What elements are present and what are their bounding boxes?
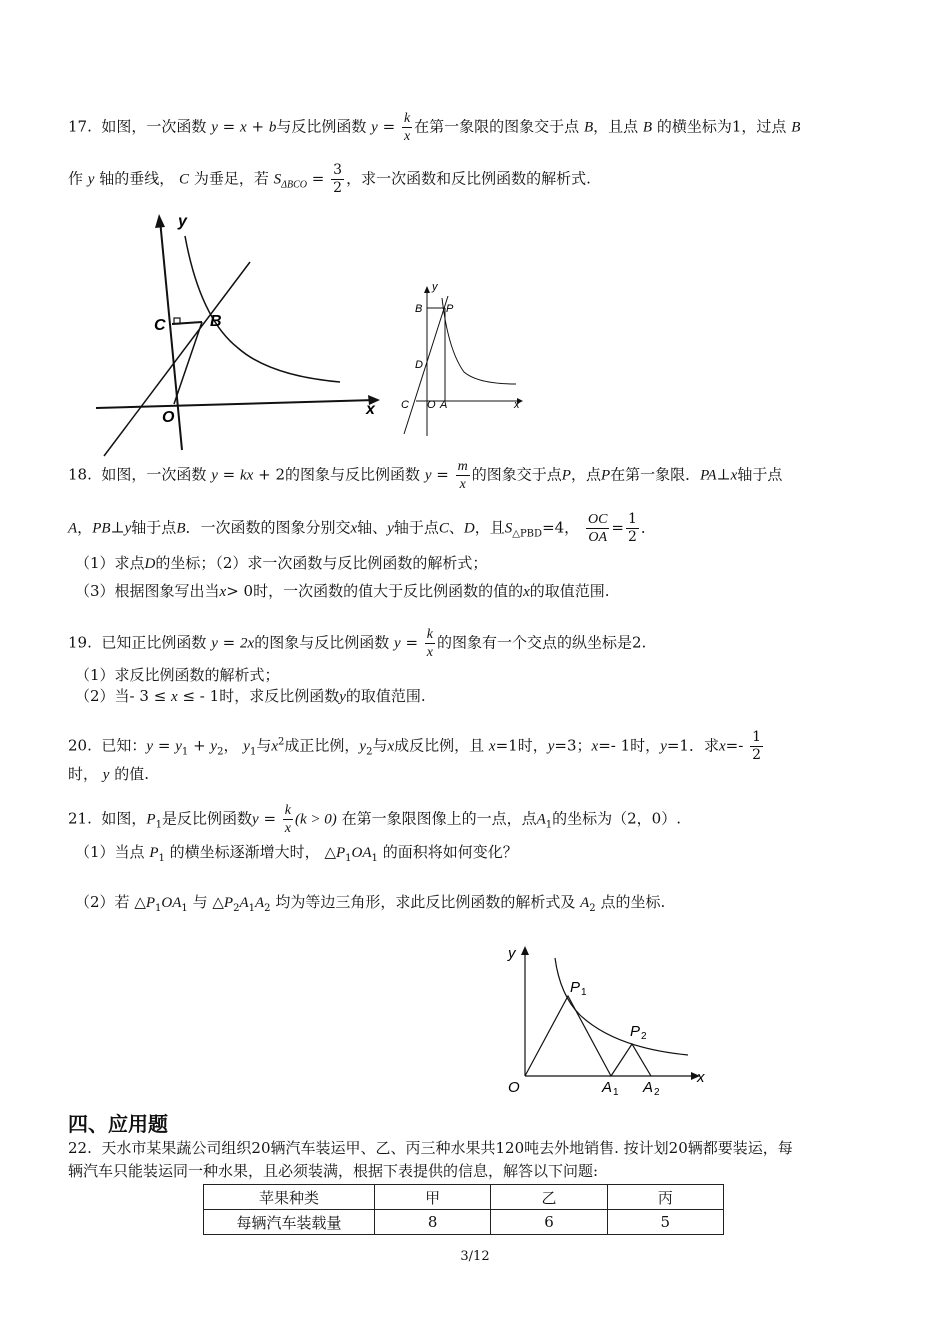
math: 2 [366,746,373,758]
math: 2 [233,903,240,914]
numerator: k [284,803,292,818]
math: B [176,520,186,537]
question-number: 21. [68,809,92,828]
q21-sub1 [75,842,518,869]
label-p2-sub: 2 [641,1031,647,1042]
math: ⊥ [110,518,125,537]
math: OA [351,845,372,861]
label-o: O [162,409,175,426]
text: 点的坐标. [600,893,666,911]
label-p2: P [630,1023,641,1040]
triangle-p2a1a2 [611,1044,651,1076]
math: x [488,738,496,755]
text: ，且 [474,518,505,537]
denominator: x [403,129,411,144]
math: (k > 0) [295,811,337,828]
math: x [350,520,358,537]
label-a2: A [643,1079,654,1096]
math: P [149,845,159,861]
text: ．求 [688,736,719,755]
table-cell: 甲 [375,1185,491,1210]
fraction [750,729,763,764]
text: ， [223,736,239,755]
math: y [102,767,110,783]
load-table [203,1184,724,1235]
math: P [146,811,156,828]
math: y [146,738,154,755]
page-number: 3/12 [460,1249,490,1264]
text: 轴、 [357,518,388,537]
math: = [222,633,236,652]
q21-sub2 [75,892,665,919]
math: = [382,117,396,136]
text: 的图象与反比例函数 [254,633,390,652]
math: 1 [155,903,162,914]
hyperbola [555,958,688,1055]
math: = [611,518,624,537]
question-number: 17. [68,117,92,136]
text: （1）求反比例函数的解析式； [75,666,280,684]
q18-line1 [68,458,782,493]
text: 时， [68,765,99,783]
math: S [504,520,513,537]
table-cell: 苹果种类 [204,1185,375,1210]
text: 是反比例函数 [161,809,252,828]
math: x [730,467,738,484]
numerator: m [457,459,468,474]
q18-line2 [68,511,656,546]
math: =1 [666,736,689,755]
table-cell: 乙 [491,1185,607,1210]
math: PB [92,520,111,537]
text: 与 [256,736,272,755]
math: b [268,119,277,136]
label-a: A [440,399,448,411]
table-cell: 6 [491,1210,607,1235]
text: 、 [448,518,464,537]
q19-line1 [68,626,646,661]
text: 天水市某果蔬公司组织20辆汽车装运甲、乙、丙三种水果共120吨去外地销售. 按计划20辆都要装运，每 [101,1139,793,1157]
math: =- [725,736,744,755]
figure-q17 [90,208,390,458]
math: 2 [264,903,271,914]
text: （1）当点 [75,843,145,861]
text: 轴于点 [393,518,439,537]
text: 的横坐标逐渐增大时， [169,843,320,861]
text: 时， [517,736,548,755]
math: A [68,520,78,537]
text: 均为等边三角形，求此反比例函数的解析式及 [275,893,576,911]
text: 的图象交于点 [471,465,562,484]
q22-line2 [68,1161,598,1181]
math: △PBD [512,528,543,540]
math: △P [324,845,346,861]
math: △P [212,895,234,911]
label-b: B [210,313,222,330]
math: A [580,895,590,911]
fraction [331,162,344,197]
math: y [660,738,667,755]
math: 2x [240,635,255,652]
text: （1）求点 [75,554,145,572]
text: 时，一次函数的值大于反比例函数的值的 [253,582,524,600]
label-o: O [427,399,436,411]
math: A [254,895,265,911]
math: B [642,119,653,136]
fraction [425,626,435,661]
numerator: 1 [752,729,762,745]
math: x [591,738,599,755]
table-cell: 丙 [607,1185,723,1210]
math: y [124,520,132,537]
denominator: x [426,645,434,660]
math: A [536,811,546,828]
denominator: 2 [628,529,637,545]
math: C [179,171,190,188]
math: x [387,738,395,755]
math: + 2 [258,465,286,484]
label-y: y [432,281,438,293]
label-p1: P [570,979,581,996]
math: 2 [278,736,285,748]
label-x: x [514,399,520,411]
math: 2 [589,903,596,914]
math: ⊥ [716,465,731,484]
denominator: 2 [333,180,343,196]
text: 在第一象限． [610,465,701,484]
y-arrow [424,286,430,293]
label-x: x [697,1069,705,1086]
y-arrow [155,214,165,228]
text: 在第一象限的图象交于点 [414,117,580,136]
text: 的坐标；（2）求一次函数与反比例函数的解析式； [155,554,488,572]
math: + [193,736,206,755]
label-p: P [446,303,454,315]
math: 2 [217,746,224,758]
math: 1 [181,903,188,914]
q19-sub2 [75,686,426,707]
table-header-row [204,1185,724,1210]
question-number: 18. [68,465,92,484]
math: x [219,584,227,600]
math: 1 [345,853,352,864]
math: 1 [545,819,553,831]
text: 的取值范围. [345,687,426,705]
fraction [586,511,609,546]
triangle-p1oa1 [525,996,611,1076]
math: - 3 ≤ [129,687,172,705]
math: y [211,467,218,484]
text: 轴于点 [737,465,783,484]
text: ， [77,518,93,537]
math: kx [240,467,254,484]
text: 为垂足，若 [193,169,269,188]
text: 的横坐标为1，过点 [656,117,787,136]
text: 的取值范围. [529,582,610,600]
text: 的值. [114,765,150,783]
denominator: x [459,477,466,492]
figure-q18 [396,280,536,440]
numerator: k [426,627,434,642]
math: = [436,465,449,484]
segment-ob [174,322,202,404]
text: 在第一象限图像上的一点，点 [341,809,537,828]
numerator: 3 [333,162,343,178]
math: P [561,467,571,484]
section-heading: 四、应用题 [68,1112,168,1136]
text: 如图，一次函数 [101,117,207,136]
math: x [271,738,278,755]
math: ≤ - 1 [177,687,220,705]
math: =3 [554,736,577,755]
text: 与 [192,893,208,911]
question-number: 19. [68,633,92,652]
text: ． [640,518,656,537]
x-axis [96,400,375,408]
math: y [243,738,250,755]
label-a2-sub: 2 [654,1087,660,1098]
math: y [371,119,378,136]
math: △P [134,895,156,911]
math: y [211,635,218,652]
text: 时，求反比例函数 [219,687,340,705]
math: = [405,633,419,652]
math: 1 [371,853,378,864]
q21-line1 [68,802,681,837]
text: （2）若 [75,893,130,911]
label-c: C [401,399,409,411]
math: y [339,689,346,705]
math: y [87,171,95,188]
numerator: 1 [628,511,637,527]
text: 已知正比例函数 [101,633,207,652]
q20-line2 [68,764,149,785]
q20-line1 [68,729,765,764]
label-o: O [508,1079,520,1096]
q18-sub1 [75,553,487,574]
label-c: C [154,317,166,334]
text: 已知： [101,736,147,755]
question-number: 22. [68,1139,92,1157]
math: = [222,117,236,136]
math: = [263,809,277,828]
text: 的坐标为（2，0）. [552,809,681,828]
label-d: D [415,359,423,371]
math: y [251,811,259,828]
math: y [210,738,218,755]
text: （3）根据图象写出当 [75,582,220,600]
table-cell: 8 [375,1210,491,1235]
math: S [273,171,282,188]
text: 与反比例函数 [276,117,367,136]
math: + [251,117,265,136]
fraction [283,802,293,837]
table-cell: 5 [607,1210,723,1235]
math: x [719,738,726,755]
table-row [204,1210,724,1235]
numerator: k [403,111,411,126]
math: x [523,584,530,600]
math: =1 [495,736,518,755]
fraction [402,110,412,145]
math: y [211,119,218,136]
y-arrow [521,946,529,955]
math: OA [161,895,182,911]
figure-q21 [500,940,720,1100]
math: P [600,467,611,484]
math: 1 [158,853,165,864]
fraction [456,458,470,493]
math: = [311,169,325,188]
text: 时， [630,736,661,755]
label-a1: A [602,1079,613,1096]
math: B [791,119,801,136]
math: B [583,119,594,136]
text: 成正比例， [284,736,360,755]
math: 1 [249,746,257,758]
math: y [547,738,555,755]
math: 1 [248,903,255,914]
line-graph [104,262,250,456]
text: 的图象有一个交点的纵坐标是2. [437,633,647,652]
text: （2）当 [75,687,130,705]
text: 轴的垂线， [99,169,175,188]
math: = [222,465,236,484]
math: y [393,635,401,652]
denominator: OA [588,530,608,545]
label-y: y [178,213,187,230]
math: 1 [155,819,162,831]
text: ，求一次函数和反比例函数的解析式. [346,169,591,188]
q17-line1 [68,110,800,145]
math: PA [700,467,717,484]
text: 如图，一次函数 [101,465,207,484]
text: 辆汽车只能装运同一种水果，且必须装满，根据下表提供的信息，解答以下问题: [68,1162,599,1180]
table-cell: 每辆汽车装载量 [204,1210,375,1235]
math: A [239,895,249,911]
numerator: OC [587,512,608,527]
math: y [424,467,432,484]
hyperbola [185,236,340,382]
math: x [240,119,247,136]
text: 如图， [101,809,147,828]
text: 的图象与反比例函数 [285,465,421,484]
text: 成反比例，且 [394,736,485,755]
math: =4， [542,518,580,537]
math: D [463,520,475,537]
label-b: B [415,303,423,315]
text: ，且点 [593,117,639,136]
q22-line1 [68,1138,793,1158]
text: ，点 [570,465,601,484]
label-a1-sub: 1 [613,1087,619,1098]
math: = [157,736,171,755]
math: C [438,520,449,537]
label-y: y [508,945,516,962]
text: 与 [372,736,388,755]
text: 轴于点 [131,518,177,537]
text: 的面积将如何变化？ [382,843,518,861]
math: 1 [181,746,189,758]
text: ．一次函数的图象分别交 [185,518,351,537]
math: =- 1 [598,736,631,755]
text: ； [576,736,592,755]
q19-sub1 [75,665,280,685]
label-x: x [366,401,375,418]
denominator: 2 [752,747,762,763]
math: y [359,738,367,755]
math: > 0 [226,582,254,600]
text: 作 [68,169,84,188]
math: ΔBCO [281,179,308,191]
line-graph [404,296,448,434]
question-number: 20. [68,736,92,755]
math: y [387,520,394,537]
math: D [144,556,156,572]
q18-sub3 [75,581,610,602]
fraction [626,511,639,546]
denominator: x [284,821,292,836]
math: x [171,689,178,705]
math: y [175,738,182,755]
q17-line2 [68,162,591,197]
label-p1-sub: 1 [581,987,587,998]
